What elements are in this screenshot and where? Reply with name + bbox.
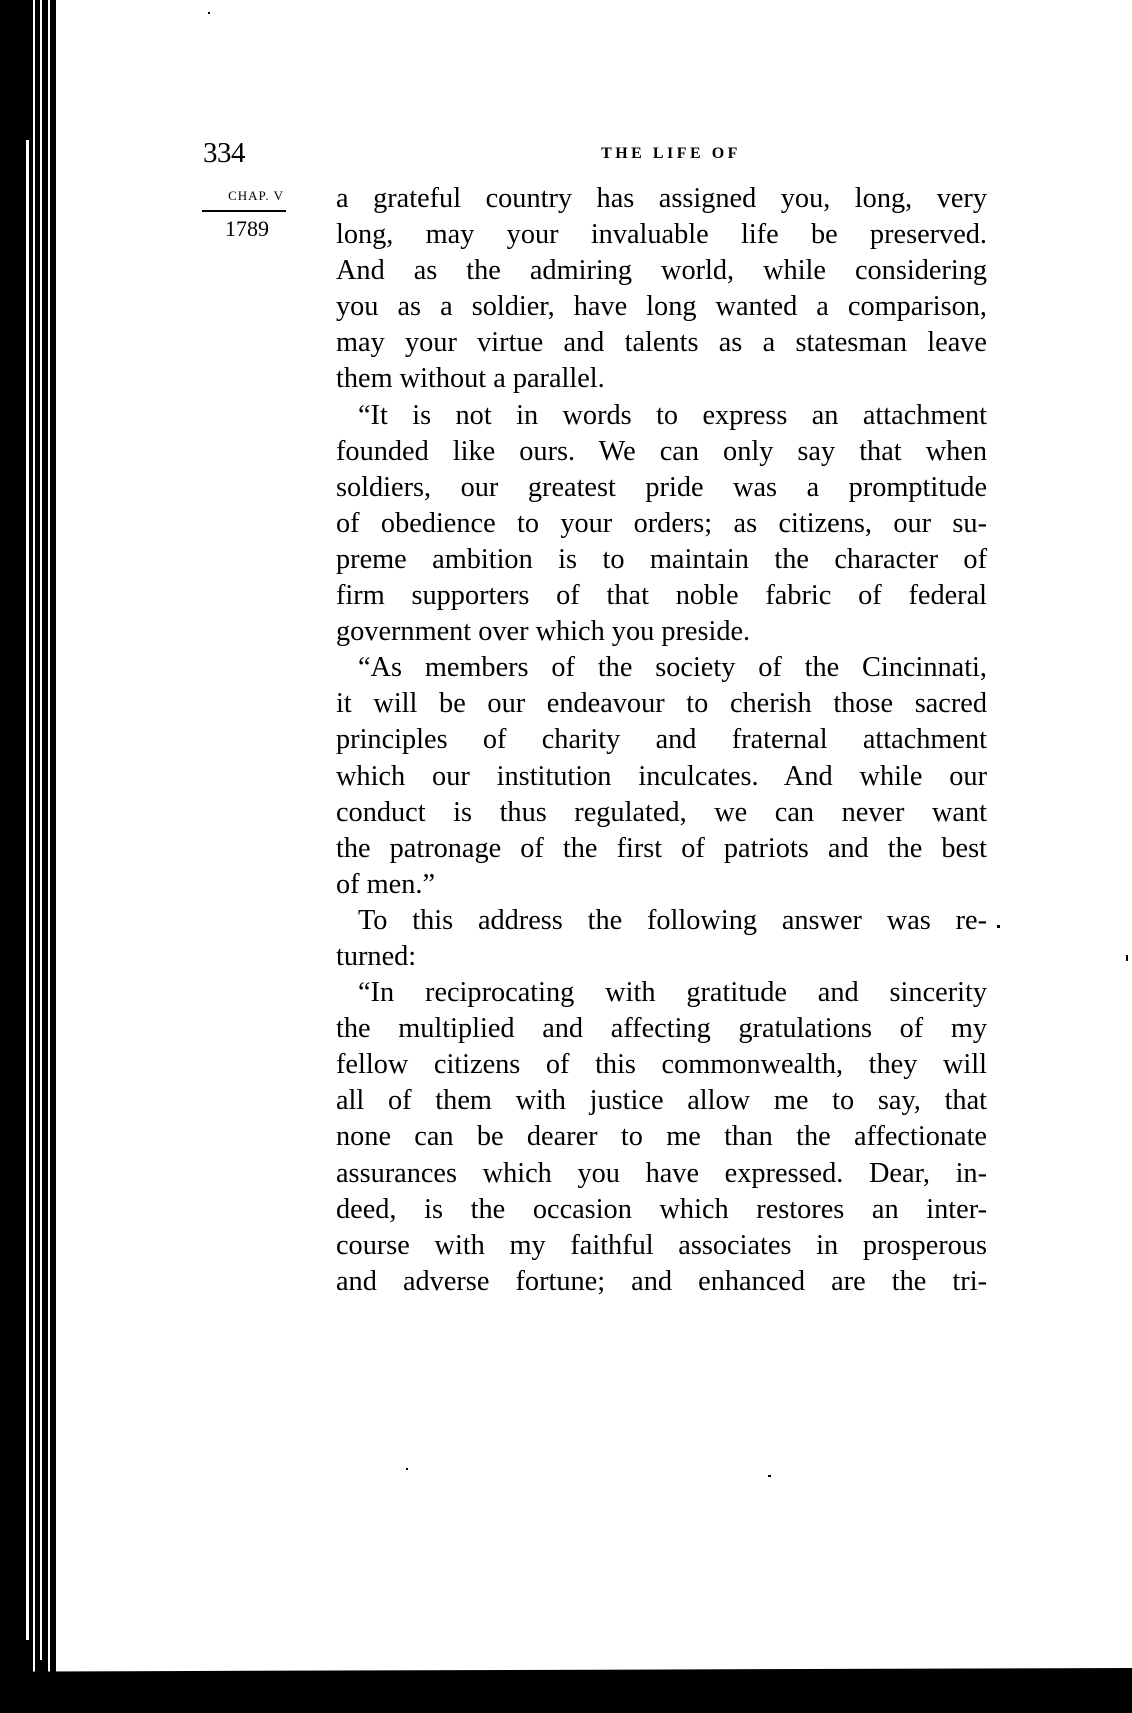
- scan-bottom-edge: [0, 1668, 1132, 1713]
- body-text: [336, 181, 987, 1300]
- paragraph: [336, 181, 987, 398]
- text-line: of men.”: [336, 868, 435, 900]
- text-line: course with my faithful associates in prosperous: [336, 1229, 987, 1261]
- text-line: all of them with justice allow me to say, that: [336, 1085, 987, 1117]
- text-line: And as the admiring world, while considering: [336, 255, 987, 287]
- scan-speck: [997, 925, 1000, 928]
- text-line: founded like ours. We can only say that when: [336, 435, 987, 467]
- scan-speck: [768, 1475, 771, 1477]
- scan-speck: [1126, 955, 1128, 961]
- text-line: firm supporters of that noble fabric of federal: [336, 580, 987, 612]
- margin-rule: [202, 210, 286, 212]
- page-number: 334: [203, 137, 245, 169]
- text-line: “As members of the society of the Cincinnati,: [358, 652, 987, 684]
- text-line: government over which you preside.: [336, 616, 751, 648]
- text-line: of obedience to your orders; as citizens, our su-: [336, 507, 987, 539]
- margin-chapter: CHAP. V: [228, 188, 284, 203]
- text-line: and adverse fortune; and enhanced are the tri-: [336, 1265, 987, 1297]
- paragraph: [336, 975, 987, 1300]
- margin-year: 1789: [225, 216, 269, 241]
- text-line: “It is not in words to express an attachment: [358, 399, 987, 431]
- text-line: them without a parallel.: [336, 363, 605, 395]
- binding-stripe: [40, 0, 42, 1660]
- text-line: the patronage of the first of patriots and the best: [336, 832, 987, 864]
- text-line: which our institution inculcates. And while our: [336, 760, 987, 792]
- scan-speck: [208, 12, 210, 14]
- text-line: a grateful country has assigned you, long, very: [336, 183, 987, 214]
- binding-stripe: [26, 140, 29, 1640]
- text-line: you as a soldier, have long wanted a comparison,: [336, 291, 987, 323]
- text-line: turned:: [336, 940, 417, 972]
- text-line: long, may your invaluable life be preserved.: [336, 219, 987, 251]
- paragraph: [336, 650, 987, 903]
- text-line: assurances which you have expressed. Dear, in-: [336, 1157, 987, 1189]
- paragraph: [336, 903, 987, 975]
- text-line: the multiplied and affecting gratulations of my: [336, 1013, 987, 1045]
- text-line: fellow citizens of this commonwealth, they will: [336, 1049, 987, 1081]
- paragraph: [336, 398, 987, 651]
- text-line: it will be our endeavour to cherish those sacred: [336, 688, 987, 720]
- text-line: principles of charity and fraternal attachment: [336, 724, 987, 756]
- text-line: none can be dearer to me than the affectionate: [336, 1121, 987, 1153]
- margin-note: [202, 188, 286, 242]
- text-line: “In reciprocating with gratitude and sincerity: [358, 977, 987, 1009]
- text-line: deed, is the occasion which restores an inter-: [336, 1193, 987, 1225]
- running-head: THE LIFE OF: [601, 145, 741, 162]
- text-line: conduct is thus regulated, we can never want: [336, 796, 987, 828]
- text-line: preme ambition is to maintain the character of: [336, 543, 987, 575]
- binding-stripe: [33, 0, 35, 1713]
- text-line: soldiers, our greatest pride was a promptitude: [336, 471, 987, 503]
- scan-speck: [406, 1468, 408, 1470]
- text-line: To this address the following answer was re-: [358, 904, 987, 936]
- book-binding-edge: [0, 0, 56, 1713]
- text-line: may your virtue and talents as a statesman leave: [336, 327, 987, 359]
- binding-stripe: [48, 0, 50, 1713]
